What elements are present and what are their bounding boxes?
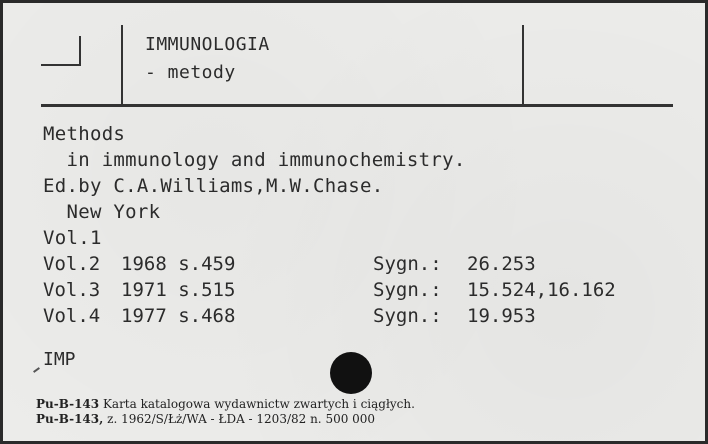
footer-text: Karta katalogowa wydawnictw zwartych i ciągłych.: [102, 397, 415, 411]
footer-text: z. 1962/S/Łż/WA - ŁDA - 1203/82 n. 500 000: [107, 412, 376, 426]
punch-hole: [330, 352, 372, 394]
title-line: Methods: [43, 123, 126, 145]
volume-info: 1968 s.459: [121, 253, 236, 275]
sygn-value: 26.253: [467, 253, 536, 275]
sygn-label: Sygn.:: [373, 279, 442, 301]
footer-code: Pu-B-143,: [36, 412, 104, 426]
sygn-value: 19.953: [467, 305, 536, 327]
sygn-label: Sygn.:: [373, 305, 442, 327]
volume-1-line: Vol.1: [43, 227, 102, 249]
title-continuation: in immunology and immunochemistry.: [43, 149, 466, 171]
footer-line-2: [36, 412, 375, 426]
subject-heading: IMMUNOLOGIA: [145, 34, 270, 55]
sygn-value: 15.524,16.162: [467, 279, 616, 301]
header-divider-left: [121, 25, 123, 105]
catalog-card: [3, 3, 705, 441]
volume-label: Vol.2: [43, 253, 101, 275]
footer-line-1: [36, 397, 415, 411]
volume-info: 1971 s.515: [121, 279, 236, 301]
volume-info: 1977 s.468: [121, 305, 236, 327]
place-line: New York: [43, 201, 161, 223]
pencil-mark: [33, 367, 40, 373]
sygn-label: Sygn.:: [373, 253, 442, 275]
header-rule: [41, 104, 673, 107]
stamp-text: IMP: [43, 349, 76, 370]
volume-label: Vol.4: [43, 305, 101, 327]
volume-label: Vol.3: [43, 279, 101, 301]
footer-code: Pu-B-143: [36, 397, 100, 411]
editors-line: Ed.by C.A.Williams,M.W.Chase.: [43, 175, 384, 197]
corner-mark: [41, 36, 81, 66]
subject-subheading: - metody: [145, 62, 236, 83]
header-divider-right: [522, 25, 524, 105]
